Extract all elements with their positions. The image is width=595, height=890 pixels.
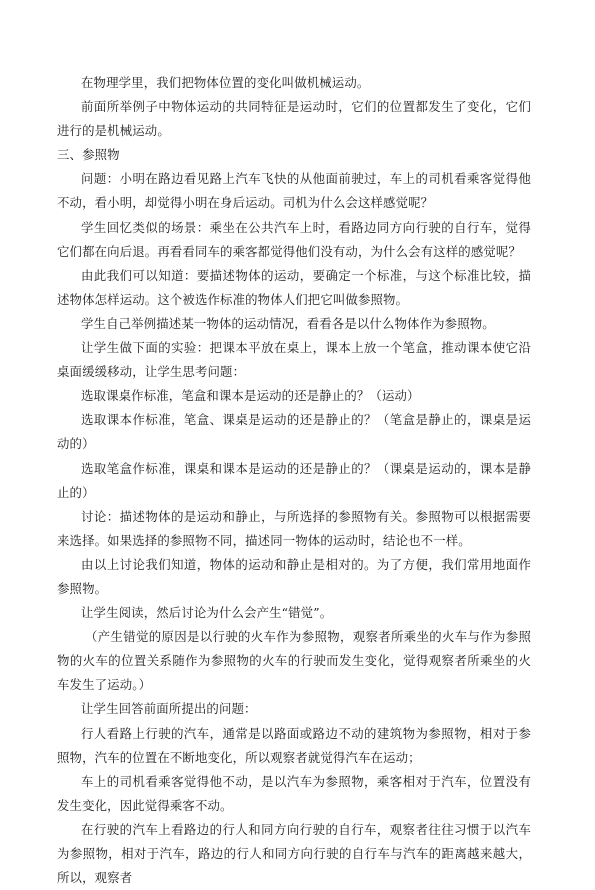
paragraph-pedestrian: 行人看路上行驶的汽车，通常是以路面或路边不动的建筑物为参照物，相对于参照物，汽车的位置在不断地变化，所以观察者就觉得汽车在运动； xyxy=(57,725,531,765)
paragraph-common-feature: 前面所举例子中物体运动的共同特征是运动时，它们的位置都发生了变化，它们进行的是机械运动。 xyxy=(57,99,531,139)
paragraph-discussion: 讨论：描述物体的是运动和静止，与所选择的参照物有关。参照物可以根据需要来选择。如果选择的参照物不同，描述同一物体的运动时，结论也不一样。 xyxy=(57,508,531,548)
document-body xyxy=(57,71,531,890)
paragraph-illusion-explanation: （产生错觉的原因是以行驶的火车作为参照物，观察者所乘坐的火车与作为参照物的火车的位置关系随作为参照物的火车的行驶而发生变化，觉得观察者所乘坐的火车发生了运动。） xyxy=(57,629,531,693)
paragraph-answer-prompt: 让学生回答前面所提出的问题： xyxy=(81,701,257,717)
paragraph-question: 问题：小明在路边看见路上汽车飞快的从他面前驶过，车上的司机看乘客觉得他不动，看小明，却觉得小明在身后运动。司机为什么会这样感觉呢？ xyxy=(57,171,531,211)
paragraph-student-examples: 学生自己举例描述某一物体的运动情况，看看各是以什么物体作为参照物。 xyxy=(81,315,495,331)
paragraph-bus-observer: 在行驶的汽车上看路边的行人和同方向行驶的自行车，观察者往往习惯于以汽车为参照物，相对于汽车，路边的行人和同方向行驶的自行车与汽车的距离越来越大，所以，观察者 xyxy=(57,821,531,886)
paragraph-illusion-reading: 让学生阅读，然后讨论为什么会产生“错觉”。 xyxy=(81,605,333,621)
section-heading-reference-frame: 三、参照物 xyxy=(57,147,120,163)
paragraph-relativity: 由以上讨论我们知道，物体的运动和静止是相对的。为了方便，我们常用地面作参照物。 xyxy=(57,556,531,596)
paragraph-student-recall: 学生回忆类似的场景：乘坐在公共汽车上时，看路边同方向行驶的自行车，觉得它们都在向后退。再看看同车的乘客都觉得他们没有动，为什么会有这样的感觉呢？ xyxy=(57,219,531,259)
paragraph-driver: 车上的司机看乘客觉得他不动，是以汽车为参照物，乘客相对于汽车，位置没有发生变化，因此觉得乘客不动。 xyxy=(57,773,531,813)
paragraph-experiment: 让学生做下面的实验：把课本平放在桌上，课本上放一个笔盒，推动课本使它沿桌面缓缓移动，让学生思考问题： xyxy=(57,340,531,380)
paragraph-reference-definition: 由此我们可以知道：要描述物体的运动，要确定一个标准，与这个标准比较，描述物体怎样运动。这个被选作标准的物体人们把它叫做参照物。 xyxy=(57,267,531,307)
paragraph-mechanical-motion-definition: 在物理学里，我们把物体位置的变化叫做机械运动。 xyxy=(81,75,370,90)
paragraph-choice-book: 选取课本作标准，笔盒、课桌是运动的还是静止的？（笔盒是静止的，课桌是运动的） xyxy=(57,412,531,452)
paragraph-choice-desk: 选取课桌作标准，笔盒和课本是运动的还是静止的？（运动） xyxy=(81,388,420,404)
paragraph-choice-penbox: 选取笔盒作标准，课桌和课本是运动的还是静止的？（课桌是运动的，课本是静止的） xyxy=(57,460,531,500)
